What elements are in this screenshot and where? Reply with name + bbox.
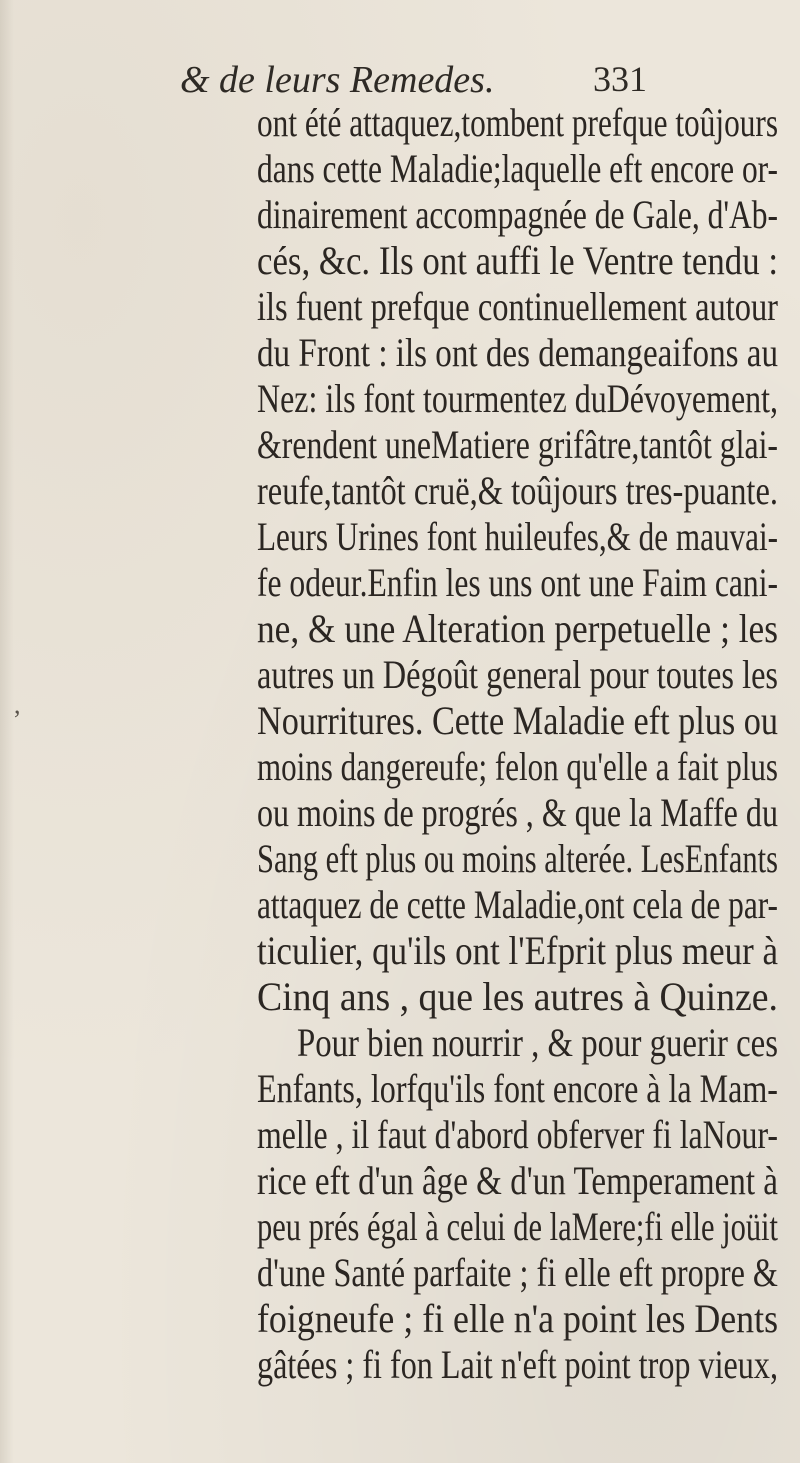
text-line: cés, &c. Ils ont auffi le Ventre tendu : [257, 238, 778, 283]
text-line: Nourritures. Cette Maladie eft plus ou [257, 698, 779, 743]
text-line: Leurs Urines font huileufes,& de mauvai- [257, 514, 778, 559]
text-line: peu prés égal à celui de laMere;fi elle joüit [257, 1204, 778, 1249]
text-line: Cinq ans , que les autres à Quinze. [257, 974, 778, 1019]
text-line: reufe,tantôt cruë,& toûjours tres-puante. [257, 468, 778, 513]
text-line: ou moins de progrés , & que la Maffe du [257, 790, 778, 835]
page-number: 331 [593, 59, 647, 99]
text-line: Sang eft plus ou moins alterée. LesEnfants [257, 836, 778, 881]
text-line: d'une Santé parfaite ; fi elle eft propre & [257, 1250, 778, 1295]
text-line: fe odeur.Enfin les uns ont une Faim cani- [257, 560, 779, 605]
page-edge-shadow [0, 0, 14, 1463]
text-line: foigneufe ; fi elle n'a point les Dents [257, 1296, 779, 1341]
text-line: ont été attaquez,tombent prefque toûjours [257, 100, 779, 145]
text-line: Enfants, lorfqu'ils font encore à la Mam- [257, 1066, 778, 1111]
text-line: ticulier, qu'ils ont l'Efprit plus meur à [257, 928, 779, 973]
text-line: dans cette Maladie;laquelle eft encore or- [257, 146, 779, 191]
text-line: ils fuent prefque continuellement autour [257, 284, 778, 329]
running-head: & de leurs Remedes. [180, 59, 495, 101]
text-line: &rendent uneMatiere grifâtre,tantôt glai- [257, 422, 779, 467]
margin-mark: , [14, 690, 21, 719]
text-line: rice eft d'un âge & d'un Temperament à [257, 1158, 778, 1203]
text-line: ne, & une Alteration perpetuelle ; les [257, 606, 778, 651]
text-line: moins dangereufe; felon qu'elle a fait plus [257, 744, 778, 789]
text-line: melle , il faut d'abord obferver fi laNour- [257, 1112, 779, 1157]
text-line: attaquez de cette Maladie,ont cela de par- [257, 882, 779, 927]
text-line: Nez: ils font tourmentez duDévoyement, [257, 376, 778, 421]
text-line: du Front : ils ont des demangeaifons au [257, 330, 778, 375]
text-line: autres un Dégoût general pour toutes les [257, 652, 779, 697]
text-line: dinairement accompagnée de Gale, d'Ab- [257, 192, 779, 237]
text-line: Pour bien nourrir , & pour guerir ces [297, 1020, 779, 1065]
text-line: gâtées ; fi fon Lait n'eft point trop vieux, [257, 1342, 778, 1387]
